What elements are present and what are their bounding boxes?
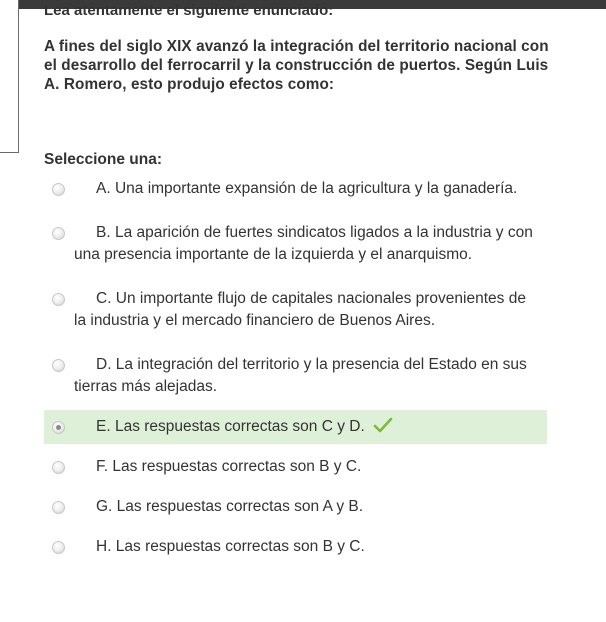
radio-button[interactable] <box>52 227 65 240</box>
question-header: Lea atentamente el siguiente enunciado: <box>44 2 334 19</box>
answer-option-c[interactable] <box>44 282 547 338</box>
radio-button[interactable] <box>52 501 65 514</box>
radio-button[interactable] <box>52 541 65 554</box>
radio-button[interactable] <box>52 183 65 196</box>
answer-option-a[interactable] <box>44 172 547 206</box>
answer-option-f[interactable] <box>44 450 547 484</box>
answer-label: E. Las respuestas correctas son C y D. <box>96 418 365 435</box>
answer-list <box>44 172 547 570</box>
answer-label: D. La integración del territorio y la presencia del Estado en sus tierras más alejadas. <box>74 356 527 395</box>
answer-label: H. Las respuestas correctas son B y C. <box>96 538 365 555</box>
radio-button[interactable] <box>52 359 65 372</box>
answer-label: B. La aparición de fuertes sindicatos ligados a la industria y con una presencia importante de la izquierda y el anarquismo. <box>74 224 533 263</box>
answer-label: A. Una importante expansión de la agricultura y la ganadería. <box>96 180 518 197</box>
answer-option-e[interactable] <box>44 410 547 444</box>
question-info-box <box>0 0 19 153</box>
radio-button[interactable] <box>52 293 65 306</box>
answer-option-b[interactable] <box>44 216 547 272</box>
answer-option-h[interactable] <box>44 530 547 564</box>
answer-label: F. Las respuestas correctas son B y C. <box>96 458 362 475</box>
check-icon <box>373 417 393 433</box>
radio-button[interactable] <box>52 461 65 474</box>
answer-option-d[interactable] <box>44 348 547 404</box>
radio-button-selected[interactable] <box>52 421 65 434</box>
answer-option-g[interactable] <box>44 490 547 524</box>
answer-label: C. Un importante flujo de capitales nacionales provenientes de la industria y el mercado financiero de Buenos Aires. <box>74 290 526 329</box>
question-text: A fines del siglo XIX avanzó la integración del territorio nacional con el desarrollo del ferrocarril y la construcción de puertos. Según Luis A. Romero, esto produjo efectos como: <box>44 38 549 93</box>
select-one-prompt: Seleccione una: <box>44 151 163 168</box>
answer-label: G. Las respuestas correctas son A y B. <box>96 498 364 515</box>
